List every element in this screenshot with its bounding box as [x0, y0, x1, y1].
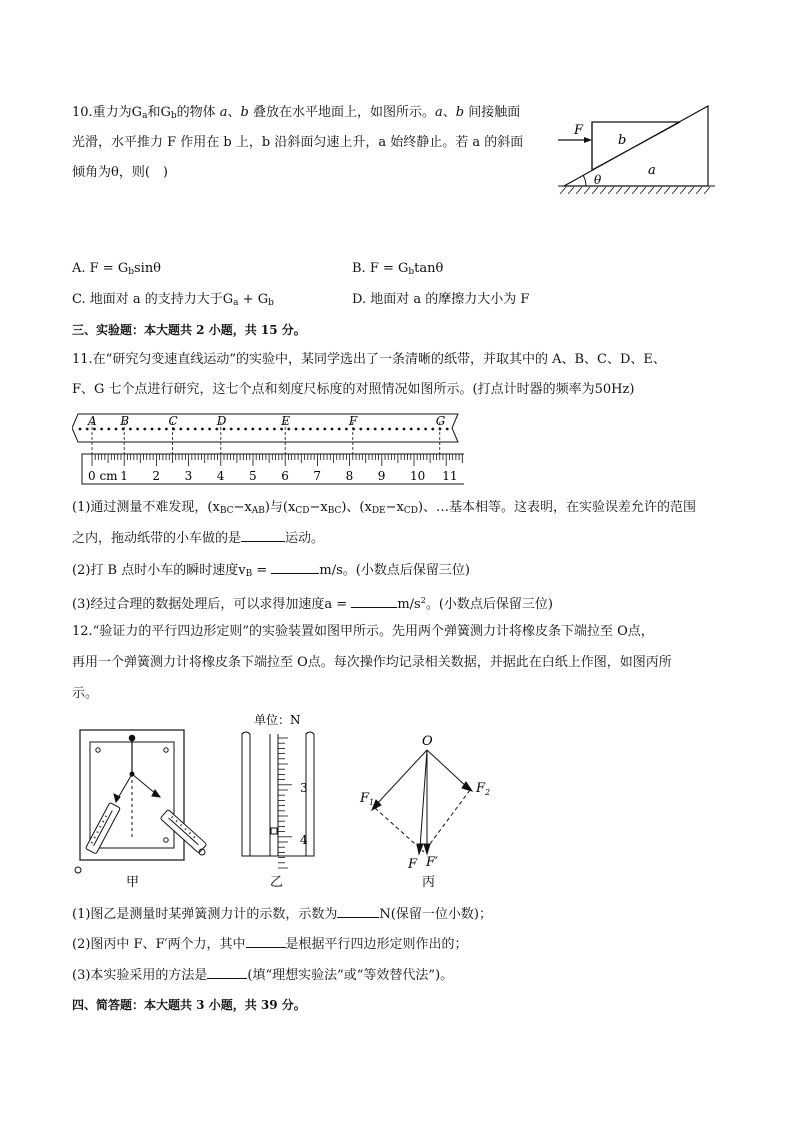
q10-option-c: C. 地面对 a 的支持力大于$G_a + G_b$	[72, 292, 274, 308]
ground	[558, 186, 715, 194]
tape-dot	[201, 428, 204, 431]
incline-figure	[550, 100, 720, 198]
tape-dot	[93, 428, 96, 431]
answer-blank[interactable]	[246, 935, 286, 948]
tape-dot	[431, 428, 434, 431]
scale-3: 3	[300, 781, 308, 795]
tape-dot	[230, 428, 233, 431]
q11-line1: 11.在“研究匀变速直线运动”的实验中，某同学选出了一条清晰的纸带，并取其中的 A、B、C、D、E、	[72, 352, 666, 367]
label-F: F	[574, 123, 584, 138]
tape-dot	[388, 428, 391, 431]
q12-sub3: (3)本实验采用的方法是 (填“理想实验法”或“等效替代法”)。	[72, 968, 454, 983]
label-bing: 丙	[422, 875, 436, 890]
q11-sub2: (2)打 B 点时小车的瞬时速度$v_B = m/s$。(小数点后保留三位)	[72, 563, 470, 579]
tape-dot	[323, 428, 326, 431]
q12-sub1: (1)图乙是测量时某弹簧测力计的示数，示数为 N(保留一位小数)；	[72, 907, 492, 922]
scale-4: 4	[300, 833, 308, 847]
tape-dot	[158, 428, 161, 431]
label-F-prime: F′	[426, 855, 438, 870]
tape-dot	[215, 428, 218, 431]
ruler-label: 8	[345, 469, 354, 483]
ruler-label: 9	[377, 469, 386, 483]
tape-dot	[165, 428, 168, 431]
tape-point-label: E	[281, 414, 290, 428]
label-O: O	[422, 734, 433, 749]
tape-dot	[302, 428, 305, 431]
tape-dot	[403, 428, 406, 431]
ruler	[82, 454, 464, 484]
tape-dot	[259, 428, 262, 431]
answer-blank[interactable]	[241, 529, 285, 542]
q10-option-b: B. $F = G_b\tan\theta$	[352, 261, 444, 277]
tape-dot	[338, 428, 341, 431]
tape-dot	[143, 428, 146, 431]
q10-line3: 倾角为θ，则( )	[72, 165, 168, 180]
q11-sub3: (3)经过合理的数据处理后，可以求得加速度$a = m/s^2$。(小数点后保留三位)	[72, 596, 553, 612]
section-3-heading: 三、实验题：本大题共 2 小题，共 15 分。	[72, 323, 306, 337]
ruler-label: 11	[442, 469, 458, 483]
tape-dot	[295, 428, 298, 431]
ruler-label: 4	[216, 469, 225, 483]
tape-dot	[331, 428, 334, 431]
tape-point-label: F	[348, 414, 358, 428]
tape-point-label: D	[216, 414, 227, 428]
q11-line2: F、G 七个点进行研究，这七个点和刻度尺标度的对照情况如图所示。(打点计时器的频率为50Hz)	[72, 382, 635, 397]
tape-point-label: A	[88, 414, 97, 428]
tape-dot	[309, 428, 312, 431]
tape-dot	[359, 428, 362, 431]
ruler-label: 1	[120, 469, 128, 483]
answer-blank[interactable]	[271, 561, 319, 574]
ruler-label: 6	[281, 469, 289, 483]
tape-point-label: C	[168, 414, 178, 428]
tape-dot	[381, 428, 384, 431]
label-F1: $F_1$	[360, 791, 375, 807]
q10-option-d: D. 地面对 a 的摩擦力大小为 F	[352, 292, 530, 307]
q10-option-a: A. $F = G_b\sin\theta$	[72, 261, 162, 277]
tape-dot	[136, 428, 139, 431]
q10-line2: 光滑，水平推力 F 作用在 b 上，b 沿斜面匀速上升，a 始终静止。若 a 的斜面	[72, 135, 524, 150]
tape-dot	[194, 428, 197, 431]
block-b	[592, 122, 680, 170]
tape-point-label: B	[120, 414, 130, 428]
ruler-label: 5	[249, 469, 257, 483]
label-F: F	[408, 857, 418, 872]
label-theta: θ	[594, 173, 602, 187]
label-b: b	[618, 133, 627, 148]
q12-line3: 示。	[72, 686, 99, 701]
tape-dot	[280, 428, 283, 431]
tape-dot	[417, 428, 420, 431]
tape-dot	[151, 428, 154, 431]
answer-blank[interactable]	[207, 966, 247, 979]
tape-dot	[86, 428, 89, 431]
figure-bing	[372, 750, 472, 854]
ruler-label: 0 cm	[88, 469, 118, 483]
q10-line1: 10.重力为$G_a$和$G_b$的物体 a、b 叠放在水平地面上，如图所示。a、b 间接触面	[72, 105, 521, 121]
tape-dot	[395, 428, 398, 431]
label-yi: 乙	[270, 875, 284, 890]
tape-dot	[251, 428, 254, 431]
ruler-label: 2	[152, 469, 161, 483]
tape-dot	[107, 428, 110, 431]
tape-dot	[129, 428, 132, 431]
tape-dot	[208, 428, 211, 431]
unit-label: 单位：N	[254, 713, 301, 727]
tape-dot	[115, 428, 118, 431]
answer-blank[interactable]	[337, 905, 379, 918]
tape-dot	[374, 428, 377, 431]
ruler-label: 3	[184, 469, 193, 483]
tape-dot	[100, 428, 103, 431]
label-a: a	[648, 163, 656, 178]
ruler-label: 7	[313, 469, 322, 483]
tape-dot	[410, 428, 413, 431]
figure-yi-scale	[242, 732, 314, 868]
tape-dot	[237, 428, 240, 431]
q12-sub2: (2)图丙中 F、F′两个力，其中 是根据平行四边形定则作出的；	[72, 937, 468, 952]
experiment-figures	[70, 710, 510, 892]
tape-dot	[187, 428, 190, 431]
label-F2: $F_2$	[476, 781, 491, 797]
tape-dot	[273, 428, 276, 431]
tape-dot	[287, 428, 290, 431]
label-jia: 甲	[126, 875, 140, 890]
q11-sub1-line2: 之内，拖动纸带的小车做的是 运动。	[72, 531, 325, 546]
paper-tape-ruler	[72, 408, 464, 488]
tape-dot	[316, 428, 319, 431]
tape-dot	[446, 428, 449, 431]
q12-line1: 12.“验证力的平行四边形定则”的实验装置如图甲所示。先用两个弹簧测力计将橡皮条下端拉至 O点，	[72, 624, 654, 639]
q11-sub1-line1: (1)通过测量不难发现，$(x_{BC}-x_{AB})$与$(x_{CD}-x_{BC})$、$(x_{DE}-x_{CD})$、…基本相等。这表明，在实验误差允许的范围	[72, 500, 697, 516]
figure-jia	[75, 730, 207, 873]
tape-dot	[266, 428, 269, 431]
tape-dot	[179, 428, 182, 431]
q12-line2: 再用一个弹簧测力计将橡皮条下端拉至 O点。每次操作均记录相关数据，并据此在白纸上作图，如图丙所	[72, 655, 672, 670]
tape-dot	[424, 428, 427, 431]
tape-dot	[223, 428, 226, 431]
ruler-label: 10	[410, 469, 426, 483]
angle-arc	[583, 175, 586, 186]
tape-dot	[367, 428, 370, 431]
tape-point-label: G	[435, 414, 446, 428]
answer-blank[interactable]	[351, 595, 397, 608]
tape-dot	[244, 428, 247, 431]
tape-dot	[79, 428, 82, 431]
section-4-heading: 四、简答题：本大题共 3 小题，共 39 分。	[72, 998, 306, 1012]
tape-dot	[345, 428, 348, 431]
